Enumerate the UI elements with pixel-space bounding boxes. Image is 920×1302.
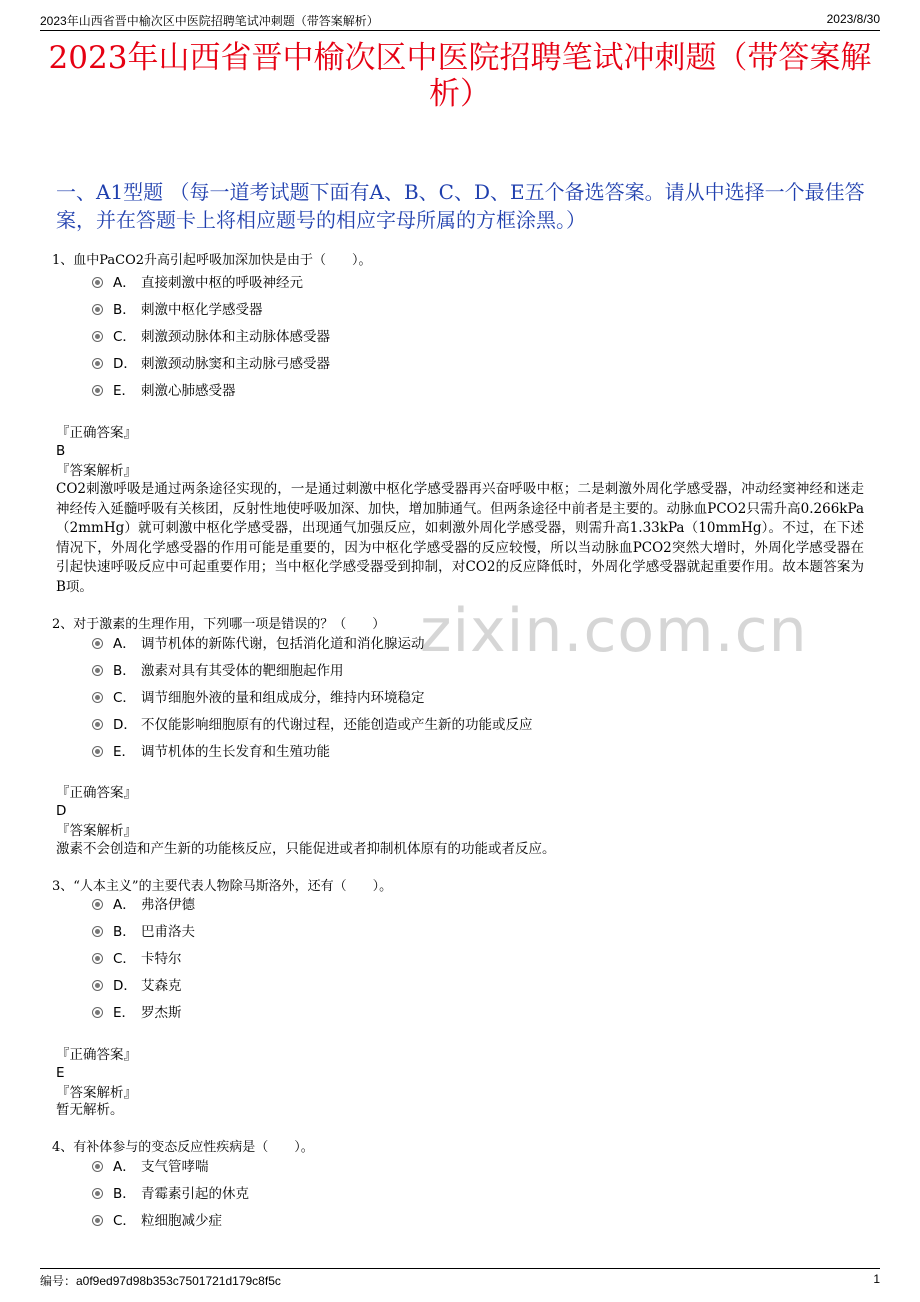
radio-icon[interactable]: [92, 1215, 103, 1226]
analysis-label: 『答案解析』: [56, 823, 137, 839]
correct-answer: E: [56, 1065, 65, 1081]
radio-icon[interactable]: [92, 358, 103, 369]
option-row[interactable]: A． 弗洛伊德: [92, 894, 195, 916]
option-row[interactable]: B． 刺激中枢化学感受器: [92, 299, 263, 321]
option-row[interactable]: C． 粒细胞减少症: [92, 1210, 222, 1232]
radio-icon[interactable]: [92, 1188, 103, 1199]
radio-icon[interactable]: [92, 1161, 103, 1172]
answer-label: 『正确答案』: [56, 785, 137, 801]
correct-answer: D: [56, 803, 67, 819]
option-row[interactable]: B． 激素对具有其受体的靶细胞起作用: [92, 660, 344, 682]
option-row[interactable]: D． 不仅能影响细胞原有的代谢过程，还能创造或产生新的功能或反应: [92, 714, 533, 736]
radio-icon[interactable]: [92, 692, 103, 703]
option-row[interactable]: D． 艾森克: [92, 975, 182, 997]
radio-icon[interactable]: [92, 638, 103, 649]
watermark: zixin.com.cn: [420, 596, 808, 666]
option-row[interactable]: B． 青霉素引起的休克: [92, 1183, 249, 1205]
radio-icon[interactable]: [92, 953, 103, 964]
footer-document-id: 编号：a0f9ed97d98b353c7501721d179c8f5c: [40, 1274, 281, 1288]
answer-analysis: CO2刺激呼吸是通过两条途径实现的，一是通过刺激中枢化学感受器再兴奋呼吸中枢；二是刺激外周化学感受器，冲动经窦神经和迷走神经传入延髓呼吸有关核团，反射性地使呼吸加深、加快，增加肺通气。但两条途径中前者是主要的。动脉血PCO2只需升高0.266kPa（2mmHg）就可刺激中枢化学感受器，出现通气加强反应，如刺激外周化学感受器，则需升高1.33kPa（10mmHg）。不过，在下述情况下，外周化学感受器的作用可能是重要的，因为中枢化学感受器的反应较慢，所以当动脉血PCO2突然大增时，外周化学感受器在引起快速呼吸反应中可起重要作用；当中枢化学感受器受到抑制，对CO2的反应降低时，外周化学感受器就起重要作用。故本题答案为B项。: [56, 481, 864, 595]
radio-icon[interactable]: [92, 385, 103, 396]
radio-icon[interactable]: [92, 926, 103, 937]
question-stem: 2、对于激素的生理作用，下列哪一项是错误的？（ ）: [52, 617, 386, 632]
radio-icon[interactable]: [92, 746, 103, 757]
option-row[interactable]: A． 支气管哮喘: [92, 1156, 209, 1178]
page-title: 2023年山西省晋中榆次区中医院招聘笔试冲刺题（带答案解析）: [48, 40, 872, 112]
option-row[interactable]: E． 罗杰斯: [92, 1002, 182, 1024]
radio-icon[interactable]: [92, 331, 103, 342]
correct-answer: B: [56, 443, 66, 459]
option-row[interactable]: E． 调节机体的生长发育和生殖功能: [92, 741, 330, 763]
radio-icon[interactable]: [92, 719, 103, 730]
answer-label: 『正确答案』: [56, 425, 137, 441]
option-row[interactable]: D． 刺激颈动脉窦和主动脉弓感受器: [92, 353, 330, 375]
header-document-title: 2023年山西省晋中榆次区中医院招聘笔试冲刺题（带答案解析）: [40, 14, 379, 28]
radio-icon[interactable]: [92, 277, 103, 288]
radio-icon[interactable]: [92, 980, 103, 991]
question-stem: 4、有补体参与的变态反应性疾病是（ ）。: [52, 1140, 314, 1155]
question-stem: 1、血中PaCO2升高引起呼吸加深加快是由于（ ）。: [52, 253, 372, 268]
answer-analysis: 激素不会创造和产生新的功能核反应，只能促进或者抑制机体原有的功能或者反应。: [56, 841, 556, 857]
footer-rule: [40, 1268, 880, 1269]
option-row[interactable]: E． 刺激心肺感受器: [92, 380, 236, 402]
header-rule: [40, 30, 880, 31]
section-heading: 一、A1型题 （每一道考试题下面有A、B、C、D、E五个备选答案。请从中选择一个最佳答案，并在答题卡上将相应题号的相应字母所属的方框涂黑。）: [56, 180, 865, 232]
page-number: 1: [873, 1272, 880, 1286]
option-row[interactable]: A． 直接刺激中枢的呼吸神经元: [92, 272, 303, 294]
analysis-label: 『答案解析』: [56, 463, 137, 479]
radio-icon[interactable]: [92, 1007, 103, 1018]
radio-icon[interactable]: [92, 665, 103, 676]
option-row[interactable]: B． 巴甫洛夫: [92, 921, 195, 943]
header-date: 2023/8/30: [826, 12, 880, 26]
radio-icon[interactable]: [92, 304, 103, 315]
answer-analysis: 暂无解析。: [56, 1102, 124, 1118]
analysis-label: 『答案解析』: [56, 1085, 137, 1101]
option-row[interactable]: A． 调节机体的新陈代谢，包括消化道和消化腺运动: [92, 633, 425, 655]
option-row[interactable]: C． 刺激颈动脉体和主动脉体感受器: [92, 326, 330, 348]
option-row[interactable]: C． 卡特尔: [92, 948, 182, 970]
question-stem: 3、“人本主义”的主要代表人物除马斯洛外，还有（ ）。: [52, 879, 393, 894]
option-row[interactable]: C． 调节细胞外液的量和组成成分，维持内环境稳定: [92, 687, 425, 709]
radio-icon[interactable]: [92, 899, 103, 910]
answer-label: 『正确答案』: [56, 1047, 137, 1063]
